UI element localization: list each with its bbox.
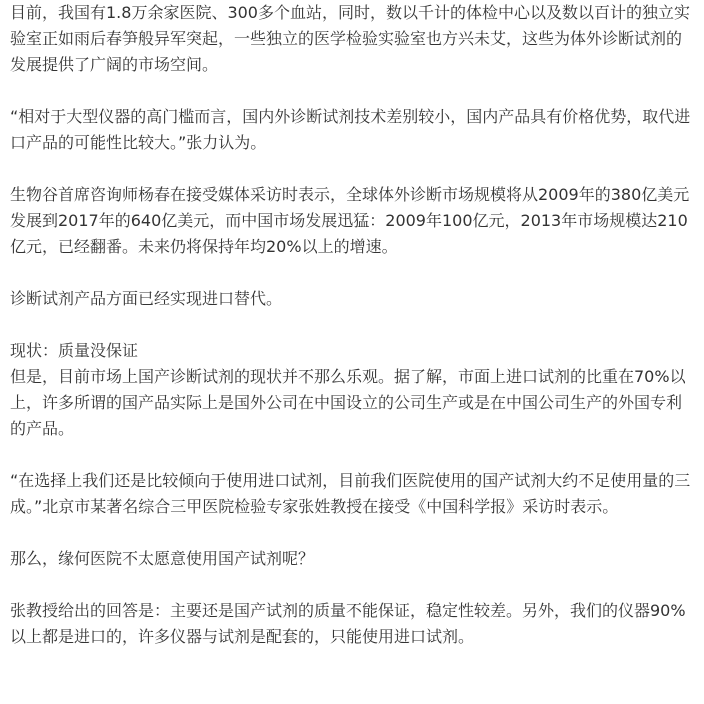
paragraph-zhang-li-quote: “相对于大型仪器的高门槛而言，国内外诊断试剂技术差别较小，国内产品具有价格优势，取代进口产品的可能性比较大。”张力认为。 [10, 107, 691, 152]
paragraph-spacer [10, 572, 694, 598]
section-heading-status: 现状：质量没保证 [10, 341, 139, 360]
article-body [10, 0, 694, 650]
paragraph-market-scale: 生物谷首席咨询师杨春在接受媒体采访时表示，全球体外诊断市场规模将从2009年的380亿美元发展到2017年的640亿美元，而中国市场发展迅猛：2009年100亿元，2013年市场规模达210亿元，已经翻番。未来仍将保持年均20%以上的增速。 [10, 185, 690, 256]
paragraph-professor-quote: “在选择上我们还是比较倾向于使用进口试剂，目前我们医院使用的国产试剂大约不足使用量的三成。”北京市某著名综合三甲医院检验专家张姓教授在接受《中国科学报》采访时表示。 [10, 471, 691, 516]
paragraph-spacer [10, 78, 694, 104]
paragraph-spacer [10, 520, 694, 546]
paragraph-spacer [10, 312, 694, 338]
paragraph-spacer [10, 156, 694, 182]
paragraph-spacer [10, 260, 694, 286]
paragraph-professor-answer: 张教授给出的回答是：主要还是国产试剂的质量不能保证，稳定性较差。另外，我们的仪器90%以上都是进口的，许多仪器与试剂是配套的，只能使用进口试剂。 [10, 601, 686, 646]
paragraph-market-overview: 目前，我国有1.8万余家医院、300多个血站，同时，数以千计的体检中心以及数以百计的独立实验室正如雨后春笋般异军突起，一些独立的医学检验实验室也方兴未艾，这些为体外诊断试剂的发展提供了广阔的市场空间。 [10, 3, 690, 74]
paragraph-import-substitution: 诊断试剂产品方面已经实现进口替代。 [10, 289, 283, 308]
paragraph-current-status: 但是，目前市场上国产诊断试剂的现状并不那么乐观。据了解，市面上进口试剂的比重在70%以上，许多所谓的国产品实际上是国外公司在中国设立的公司生产或是在中国公司生产的外国专利的产品。 [10, 367, 686, 438]
paragraph-spacer [10, 442, 694, 468]
paragraph-question: 那么，缘何医院不太愿意使用国产试剂呢？ [10, 549, 315, 568]
